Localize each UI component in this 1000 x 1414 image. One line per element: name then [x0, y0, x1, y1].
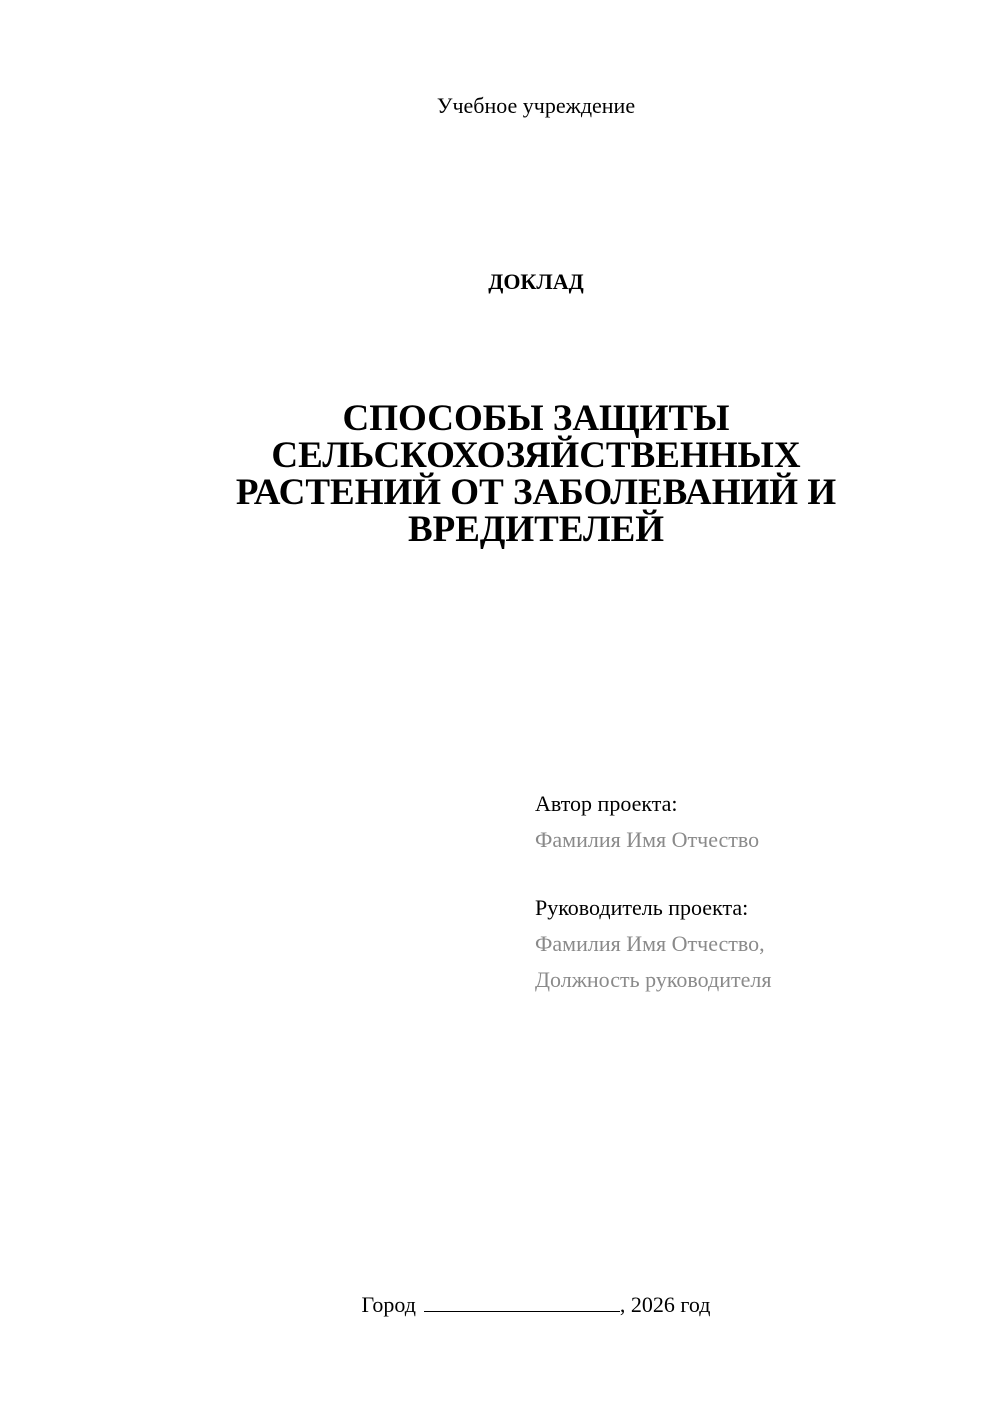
title-line: ВРЕДИТЕЛЕЙ — [407, 509, 665, 550]
city-year-line — [0, 1290, 1000, 1320]
title-line: СЕЛЬСКОХОЗЯЙСТВЕННЫХ — [271, 435, 801, 476]
title-line: СПОСОБЫ ЗАЩИТЫ — [342, 398, 730, 439]
year-text: , 2026 год — [619, 1292, 711, 1317]
supervisor-name: Фамилия Имя Отчество, — [535, 931, 765, 956]
city-blank-line — [424, 1291, 620, 1312]
author-block — [535, 786, 975, 858]
city-label: Город — [361, 1292, 416, 1317]
author-name: Фамилия Имя Отчество — [535, 827, 760, 852]
supervisor-label: Руководитель проекта: — [535, 895, 749, 920]
document-type: ДОКЛАД — [488, 269, 584, 294]
institution-name: Учебное учреждение — [436, 93, 636, 118]
author-label: Автор проекта: — [535, 791, 678, 816]
title-line: РАСТЕНИЙ ОТ ЗАБОЛЕВАНИЙ И — [235, 472, 837, 513]
supervisor-position: Должность руководителя — [535, 967, 772, 992]
supervisor-block — [535, 890, 975, 998]
document-title — [200, 400, 872, 548]
